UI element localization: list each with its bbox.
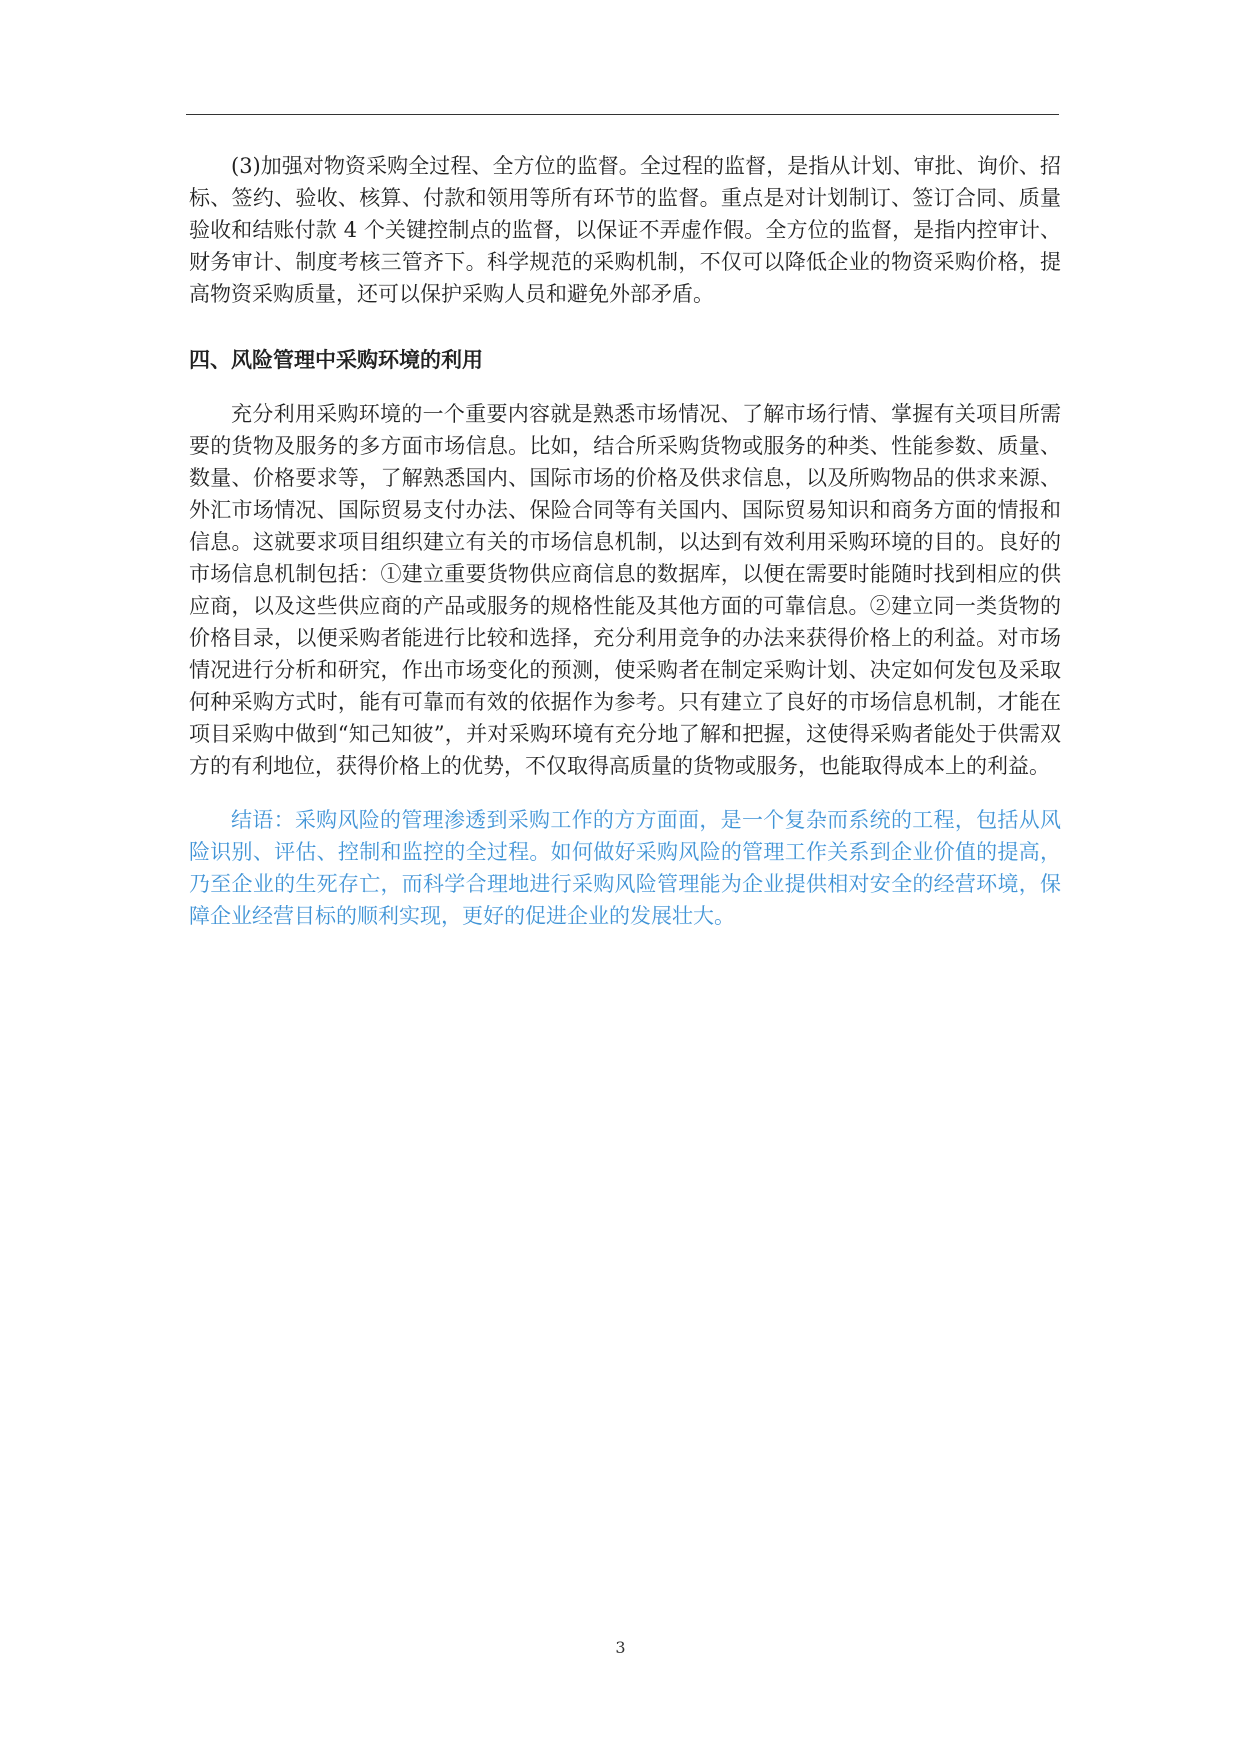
- paragraph-procurement-environment: 充分利用采购环境的一个重要内容就是熟悉市场情况、了解市场行情、掌握有关项目所需要的货物及服务的多方面市场信息。比如，结合所采购货物或服务的种类、性能参数、质量、数量、价格要求等，了解熟悉国内、国际市场的价格及供求信息，以及所购物品的供求来源、外汇市场情况、国际贸易支付办法、保险合同等有关国内、国际贸易知识和商务方面的情报和信息。这就要求项目组织建立有关的市场信息机制，以达到有效利用采购环境的目的。良好的市场信息机制包括：①建立重要货物供应商信息的数据库，以便在需要时能随时找到相应的供应商，以及这些供应商的产品或服务的规格性能及其他方面的可靠信息。②建立同一类货物的价格目录，以便采购者能进行比较和选择，充分利用竞争的办法来获得价格上的利益。对市场情况进行分析和研究，作出市场变化的预测，使采购者在制定采购计划、决定如何发包及采取何种采购方式时，能有可靠而有效的依据作为参考。只有建立了良好的市场信息机制，才能在项目采购中做到“知己知彼”，并对采购环境有充分地了解和把握，这使得采购者能处于供需双方的有利地位，获得价格上的优势，不仅取得高质量的货物或服务，也能取得成本上的利益。: [189, 402, 1061, 778]
- paragraph-conclusion: 结语：采购风险的管理渗透到采购工作的方方面面，是一个复杂而系统的工程，包括从风险识别、评估、控制和监控的全过程。如何做好采购风险的管理工作关系到企业价值的提高，乃至企业的生死存亡，而科学合理地进行采购风险管理能为企业提供相对安全的经营环境，保障企业经营目标的顺利实现，更好的促进企业的发展壮大。: [189, 808, 1061, 928]
- section-heading: 四、风险管理中采购环境的利用: [189, 348, 483, 372]
- page-number: 3: [615, 1638, 626, 1657]
- paragraph-supervision: (3)加强对物资采购全过程、全方位的监督。全过程的监督，是指从计划、审批、询价、招标、签约、验收、核算、付款和领用等所有环节的监督。重点是对计划制订、签订合同、质量验收和结账付款 4 个关键控制点的监督，以保证不弄虚作假。全方位的监督，是指内控审计、财务审计、制度考核三管齐下。科学规范的采购机制，不仅可以降低企业的物资采购价格，提高物资采购质量，还可以保护采购人员和避免外部矛盾。: [189, 154, 1061, 306]
- header-rule: [186, 114, 1059, 115]
- document-body: [189, 150, 1061, 932]
